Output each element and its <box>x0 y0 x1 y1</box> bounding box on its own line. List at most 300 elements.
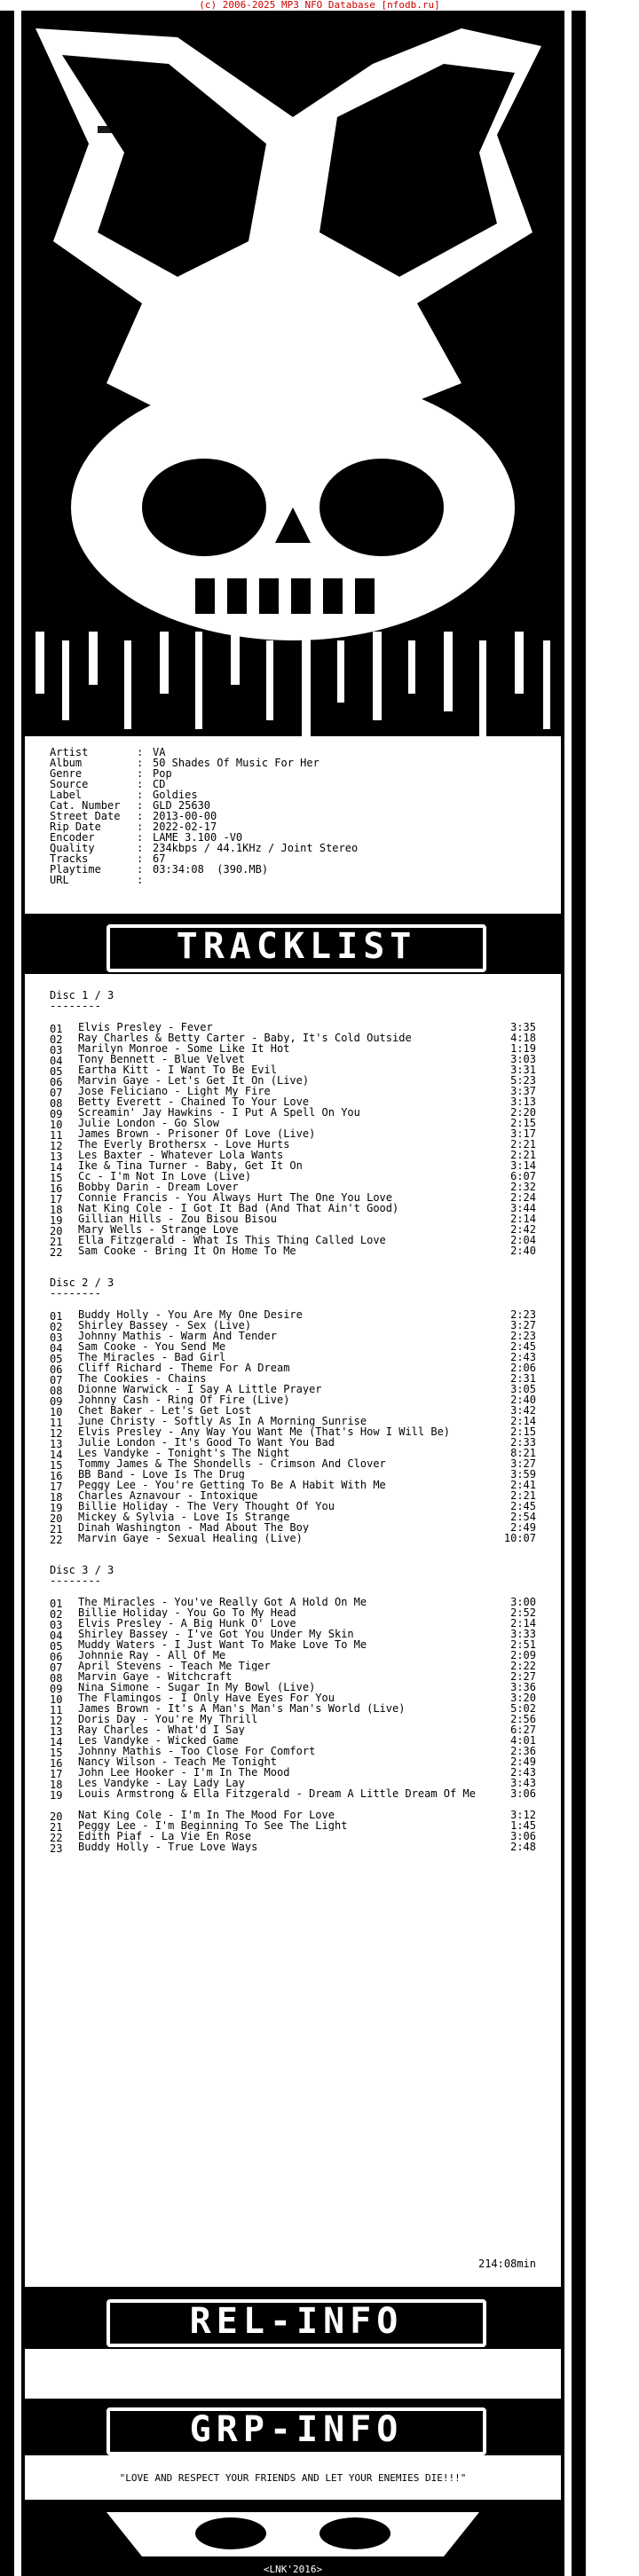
info-value: 67 <box>153 852 166 865</box>
track-title: June Christy - Softly As In A Morning Sunrise <box>78 1416 367 1426</box>
track-duration: 2:14 <box>510 1415 536 1427</box>
track-row <box>50 1362 536 1376</box>
track-title: Muddy Waters - I Just Want To Make Love To Me <box>78 1639 367 1650</box>
track-duration: 2:33 <box>510 1436 536 1449</box>
track-title: The Miracles - Bad Girl <box>78 1352 226 1363</box>
track-row <box>50 1213 536 1227</box>
info-label: URL <box>50 874 69 886</box>
track-title: Louis Armstrong & Ella Fitzgerald - Dream A Little Dream Of Me <box>78 1788 476 1799</box>
track-row <box>50 1532 536 1546</box>
track-duration: 3:36 <box>510 1681 536 1693</box>
track-duration: 2:24 <box>510 1191 536 1204</box>
track-number: 06 <box>50 1076 63 1088</box>
track-row <box>50 1437 536 1448</box>
track-number: 21 <box>50 1523 63 1535</box>
track-number: 04 <box>50 1055 63 1067</box>
track-title: John Lee Hooker - I'm In The Mood <box>78 1767 290 1778</box>
info-label: Rip Date <box>50 821 101 833</box>
track-row <box>50 1469 536 1480</box>
track-duration: 2:52 <box>510 1606 536 1619</box>
track-number: 22 <box>50 1246 63 1259</box>
track-number: 02 <box>50 1321 63 1333</box>
track-title: The Flamingos - I Only Have Eyes For You <box>78 1692 335 1703</box>
track-title: Ray Charles & Betty Carter - Baby, It's Cold Outside <box>78 1033 412 1043</box>
track-title: Gillian Hills - Zou Bisou Bisou <box>78 1213 277 1224</box>
track-row <box>50 1618 536 1629</box>
track-duration: 2:06 <box>510 1362 536 1374</box>
track-duration: 2:15 <box>510 1117 536 1129</box>
track-duration: 2:40 <box>510 1394 536 1406</box>
track-number: 01 <box>50 1598 63 1610</box>
track-row <box>50 1139 536 1150</box>
track-title: Bobby Darin - Dream Lover <box>78 1182 239 1192</box>
track-duration: 3:42 <box>510 1404 536 1417</box>
track-number: 11 <box>50 1704 63 1716</box>
track-row <box>50 1191 536 1206</box>
track-title: Johnny Cash - Ring Of Fire (Live) <box>78 1394 290 1405</box>
track-title: Edith Piaf - La Vie En Rose <box>78 1831 252 1842</box>
track-row <box>50 1202 536 1216</box>
info-label: Playtime <box>50 863 101 876</box>
track-row <box>50 1352 536 1363</box>
track-number: 11 <box>50 1417 63 1429</box>
track-number: 01 <box>50 1023 63 1035</box>
track-number: 16 <box>50 1757 63 1770</box>
info-value: Goldies <box>153 789 198 801</box>
track-number: 13 <box>50 1725 63 1738</box>
track-duration: 2:45 <box>510 1340 536 1353</box>
track-duration: 2:20 <box>510 1106 536 1119</box>
track-duration: 2:21 <box>510 1149 536 1161</box>
track-row <box>50 1606 536 1621</box>
track-row <box>50 1127 536 1142</box>
track-number: 01 <box>50 1310 63 1323</box>
track-row <box>50 1096 536 1110</box>
track-duration: 2:14 <box>510 1213 536 1225</box>
track-number: 14 <box>50 1161 63 1174</box>
track-number: 10 <box>50 1693 63 1706</box>
track-number: 13 <box>50 1151 63 1163</box>
tracklist-banner <box>0 919 586 970</box>
track-number: 02 <box>50 1033 63 1046</box>
track-number: 21 <box>50 1821 63 1834</box>
track-row <box>50 1308 536 1323</box>
track-row <box>50 1522 536 1533</box>
track-title: Cc - I'm Not In Love (Live) <box>78 1171 252 1182</box>
info-label: Cat. Number <box>50 799 121 812</box>
rel-info-banner-title: REL-INFO <box>106 2299 486 2347</box>
track-row <box>50 1340 536 1355</box>
track-duration: 2:21 <box>510 1138 536 1151</box>
info-value: Pop <box>153 767 172 780</box>
track-duration: 2:09 <box>510 1649 536 1661</box>
track-number: 09 <box>50 1108 63 1120</box>
track-title: Doris Day - You're My Thrill <box>78 1714 258 1724</box>
track-title: Nancy Wilson - Teach Me Tonight <box>78 1756 277 1767</box>
track-row <box>50 1022 536 1033</box>
track-row <box>50 1479 536 1493</box>
track-title: Dinah Washington - Mad About The Boy <box>78 1522 310 1533</box>
track-number: 16 <box>50 1182 63 1195</box>
track-number: 16 <box>50 1470 63 1482</box>
track-duration: 3:33 <box>510 1628 536 1640</box>
info-separator: : <box>137 842 144 854</box>
info-separator: : <box>137 799 144 812</box>
track-title: Johnny Mathis - Too Close For Comfort <box>78 1746 316 1756</box>
track-duration: 3:44 <box>510 1202 536 1214</box>
track-duration: 2:14 <box>510 1617 536 1630</box>
track-number: 12 <box>50 1427 63 1440</box>
track-number: 07 <box>50 1087 63 1099</box>
track-row <box>50 1373 536 1384</box>
track-title: Sam Cooke - Bring It On Home To Me <box>78 1245 296 1256</box>
track-number: 14 <box>50 1449 63 1461</box>
track-title: Jose Feliciano - Light My Fire <box>78 1086 271 1096</box>
track-duration: 4:18 <box>510 1032 536 1044</box>
track-duration: 2:51 <box>510 1638 536 1651</box>
track-number: 08 <box>50 1097 63 1110</box>
track-title: April Stevens - Teach Me Tiger <box>78 1661 271 1671</box>
track-title: Elvis Presley - Fever <box>78 1022 213 1033</box>
track-title: Marvin Gaye - Let's Get It On (Live) <box>78 1075 310 1086</box>
track-title: Les Baxter - Whatever Lola Wants <box>78 1150 284 1160</box>
track-duration: 6:27 <box>510 1724 536 1736</box>
track-number: 05 <box>50 1065 63 1078</box>
track-duration: 2:54 <box>510 1511 536 1523</box>
track-row <box>50 1107 536 1118</box>
track-number: 15 <box>50 1747 63 1759</box>
track-number: 10 <box>50 1119 63 1131</box>
track-row <box>50 1713 536 1727</box>
track-number: 22 <box>50 1534 63 1546</box>
track-duration: 2:31 <box>510 1372 536 1385</box>
disc-rule: -------- <box>50 1287 101 1300</box>
info-label: Label <box>50 789 83 801</box>
disc-heading: Disc 1 / 3 <box>50 989 114 1001</box>
track-title: The Miracles - You've Really Got A Hold On Me <box>78 1597 367 1607</box>
track-title: Connie Francis - You Always Hurt The One You Love <box>78 1192 393 1203</box>
track-number: 23 <box>50 1842 63 1855</box>
info-row <box>50 864 268 875</box>
track-number: 12 <box>50 1140 63 1152</box>
info-separator: : <box>137 821 144 833</box>
track-title: Marvin Gaye - Witchcraft <box>78 1671 233 1682</box>
track-duration: 3:27 <box>510 1319 536 1331</box>
track-number: 21 <box>50 1236 63 1248</box>
track-title: Elvis Presley - A Big Hunk O' Love <box>78 1618 296 1629</box>
track-number: 11 <box>50 1129 63 1142</box>
info-label: Encoder <box>50 831 95 844</box>
track-row <box>50 1171 536 1182</box>
track-title: Betty Everett - Chained To Your Love <box>78 1096 310 1107</box>
info-label: Album <box>50 757 83 769</box>
track-number: 09 <box>50 1683 63 1695</box>
track-duration: 3:06 <box>510 1830 536 1842</box>
track-title: The Cookies - Chains <box>78 1373 207 1384</box>
track-number: 17 <box>50 1193 63 1206</box>
track-title: Chet Baker - Let's Get Lost <box>78 1405 252 1416</box>
rel-info-panel <box>25 2349 561 2399</box>
track-duration: 3:43 <box>510 1777 536 1789</box>
track-row <box>50 1767 536 1778</box>
track-row <box>50 1660 536 1674</box>
info-label: Source <box>50 778 89 790</box>
info-separator: : <box>137 789 144 801</box>
track-duration: 3:14 <box>510 1159 536 1172</box>
track-duration: 2:32 <box>510 1181 536 1193</box>
track-row <box>50 1085 536 1099</box>
track-duration: 3:20 <box>510 1692 536 1704</box>
track-number: 20 <box>50 1512 63 1525</box>
track-row <box>50 1831 536 1842</box>
track-title: James Brown - Prisoner Of Love (Live) <box>78 1128 316 1139</box>
info-label: Artist <box>50 746 89 758</box>
track-title: Marvin Gaye - Sexual Healing (Live) <box>78 1533 303 1543</box>
info-separator: : <box>137 831 144 844</box>
info-separator: : <box>137 810 144 822</box>
track-duration: 2:45 <box>510 1500 536 1512</box>
track-title: Les Vandyke - Wicked Game <box>78 1735 239 1746</box>
info-value: LAME 3.100 -V0 <box>153 831 243 844</box>
info-row <box>50 758 320 768</box>
track-duration: 4:01 <box>510 1734 536 1747</box>
track-title: Les Vandyke - Lay Lady Lay <box>78 1778 245 1788</box>
track-duration: 3:17 <box>510 1127 536 1140</box>
info-label: Tracks <box>50 852 89 865</box>
track-number: 04 <box>50 1630 63 1642</box>
info-row <box>50 843 358 853</box>
track-row <box>50 1692 536 1706</box>
track-number: 17 <box>50 1768 63 1780</box>
track-row <box>50 1032 536 1046</box>
track-row <box>50 1841 536 1855</box>
track-title: Julie London - Go Slow <box>78 1118 219 1128</box>
track-duration: 2:49 <box>510 1755 536 1768</box>
track-title: Charles Aznavour - Intoxique <box>78 1490 258 1501</box>
track-duration: 2:49 <box>510 1521 536 1534</box>
track-row <box>50 1596 536 1610</box>
track-duration: 2:36 <box>510 1745 536 1757</box>
group-motto: "LOVE AND RESPECT YOUR FRIENDS AND LET YOUR ENEMIES DIE!!!" <box>119 2472 467 2484</box>
track-title: BB Band - Love Is The Drug <box>78 1469 245 1480</box>
disc-heading: Disc 2 / 3 <box>50 1276 114 1289</box>
info-separator: : <box>137 746 144 758</box>
track-number: 15 <box>50 1459 63 1472</box>
track-number: 03 <box>50 1331 63 1344</box>
track-row <box>50 1511 536 1525</box>
track-duration: 3:27 <box>510 1457 536 1470</box>
info-label: Quality <box>50 842 95 854</box>
track-row <box>50 1425 536 1440</box>
info-label: Genre <box>50 767 83 780</box>
track-duration: 2:15 <box>510 1425 536 1438</box>
disc-rule: -------- <box>50 1575 101 1587</box>
track-row <box>50 1224 536 1235</box>
track-title: Ella Fitzgerald - What Is This Thing Called Love <box>78 1235 386 1245</box>
track-title: The Everly Brothersx - Love Hurts <box>78 1139 290 1150</box>
track-duration: 2:41 <box>510 1479 536 1491</box>
track-duration: 1:45 <box>510 1819 536 1832</box>
track-duration: 3:31 <box>510 1064 536 1076</box>
rel-info-banner <box>0 2294 586 2345</box>
track-row <box>50 1681 536 1695</box>
track-title: Johnnie Ray - All Of Me <box>78 1650 226 1661</box>
track-title: Shirley Bassey - Sex (Live) <box>78 1320 252 1331</box>
site-header[interactable]: (c) 2006-2025 MP3 NFO Database [nfodb.ru] <box>199 0 440 11</box>
track-title: Nat King Cole - I'm In The Mood For Love <box>78 1810 335 1820</box>
track-duration: 3:12 <box>510 1809 536 1821</box>
track-title: Peggy Lee - I'm Beginning To See The Light <box>78 1820 348 1831</box>
track-number: 05 <box>50 1640 63 1653</box>
track-duration: 8:21 <box>510 1447 536 1459</box>
track-title: Julie London - It's Good To Want You Bad <box>78 1437 335 1448</box>
track-title: Mickey & Sylvia - Love Is Strange <box>78 1512 290 1522</box>
track-title: Tony Bennett - Blue Velvet <box>78 1054 245 1064</box>
track-row <box>50 1703 536 1714</box>
track-duration: 2:40 <box>510 1245 536 1257</box>
track-number: 13 <box>50 1438 63 1450</box>
track-duration: 1:19 <box>510 1042 536 1055</box>
info-value: 03:34:08 (390.MB) <box>153 863 269 876</box>
track-title: Screamin' Jay Hawkins - I Put A Spell On You <box>78 1107 360 1118</box>
track-row <box>50 1489 536 1504</box>
track-row <box>50 1628 536 1642</box>
track-number: 18 <box>50 1491 63 1504</box>
track-number: 12 <box>50 1715 63 1727</box>
track-title: Les Vandyke - Tonight's The Night <box>78 1448 290 1458</box>
track-row <box>50 1064 536 1078</box>
track-row <box>50 1181 536 1195</box>
track-row <box>50 1234 536 1248</box>
track-number: 10 <box>50 1406 63 1418</box>
track-row <box>50 1724 536 1738</box>
track-title: Mary Wells - Strange Love <box>78 1224 239 1235</box>
track-number: 08 <box>50 1385 63 1397</box>
track-title: James Brown - It's A Man's Man's Man's World (Live) <box>78 1703 406 1714</box>
track-number: 18 <box>50 1204 63 1216</box>
info-row <box>50 875 153 885</box>
track-title: Elvis Presley - Any Way You Want Me (That's How I Will Be) <box>78 1426 451 1437</box>
track-duration: 2:04 <box>510 1234 536 1246</box>
track-row <box>50 1809 536 1823</box>
track-duration: 2:56 <box>510 1713 536 1725</box>
track-row <box>50 1745 536 1759</box>
track-title: Eartha Kitt - I Want To Be Evil <box>78 1064 277 1075</box>
track-duration: 2:22 <box>510 1660 536 1672</box>
info-separator: : <box>137 874 144 886</box>
info-separator: : <box>137 767 144 780</box>
track-number: 05 <box>50 1353 63 1365</box>
track-row <box>50 1117 536 1131</box>
track-row <box>50 1638 536 1653</box>
track-row <box>50 1043 536 1054</box>
track-duration: 3:13 <box>510 1096 536 1108</box>
track-row <box>50 1405 536 1416</box>
track-row <box>50 1670 536 1685</box>
track-duration: 3:35 <box>510 1021 536 1033</box>
info-value: 2022-02-17 <box>153 821 217 833</box>
track-duration: 6:07 <box>510 1170 536 1182</box>
track-duration: 3:37 <box>510 1085 536 1097</box>
track-duration: 2:23 <box>510 1330 536 1342</box>
total-playtime: 214:08min <box>477 2258 536 2270</box>
track-title: Ike & Tina Turner - Baby, Get It On <box>78 1160 303 1171</box>
track-number: 06 <box>50 1651 63 1663</box>
track-duration: 3:05 <box>510 1383 536 1395</box>
grp-info-banner <box>0 2402 586 2454</box>
track-duration: 5:02 <box>510 1702 536 1715</box>
track-number: 19 <box>50 1214 63 1227</box>
ascii-art-top <box>0 11 586 747</box>
track-duration: 2:23 <box>510 1308 536 1321</box>
track-duration: 3:59 <box>510 1468 536 1480</box>
info-separator: : <box>137 778 144 790</box>
info-value: 50 Shades Of Music For Her <box>153 757 320 769</box>
track-row <box>50 1053 536 1067</box>
tracklist-banner-title: TRACKLIST <box>106 924 486 972</box>
track-row <box>50 1415 536 1429</box>
track-number: 06 <box>50 1363 63 1376</box>
track-row <box>50 1819 536 1834</box>
track-title: Billie Holiday - You Go To My Head <box>78 1607 296 1618</box>
track-duration: 5:23 <box>510 1074 536 1087</box>
info-value: CD <box>153 778 166 790</box>
track-title: Dionne Warwick - I Say A Little Prayer <box>78 1384 322 1394</box>
track-row <box>50 1075 536 1086</box>
info-label: Street Date <box>50 810 121 822</box>
track-row <box>50 1394 536 1408</box>
track-duration: 2:42 <box>510 1223 536 1236</box>
track-row <box>50 1320 536 1331</box>
track-title: Shirley Bassey - I've Got You Under My Skin <box>78 1629 354 1639</box>
track-number: 03 <box>50 1044 63 1056</box>
info-separator: : <box>137 852 144 865</box>
track-number: 09 <box>50 1395 63 1408</box>
track-title: Peggy Lee - You're Getting To Be A Habit With Me <box>78 1480 386 1490</box>
track-number: 08 <box>50 1672 63 1685</box>
track-title: Nina Simone - Sugar In My Bowl (Live) <box>78 1682 316 1692</box>
track-duration: 3:00 <box>510 1596 536 1608</box>
info-separator: : <box>137 757 144 769</box>
track-number: 20 <box>50 1810 63 1823</box>
track-number: 22 <box>50 1832 63 1844</box>
track-number: 03 <box>50 1619 63 1631</box>
disc-rule: -------- <box>50 1000 101 1012</box>
track-number: 17 <box>50 1480 63 1493</box>
info-separator: : <box>137 863 144 876</box>
track-row <box>50 1149 536 1163</box>
track-title: Buddy Holly - You Are My One Desire <box>78 1309 303 1320</box>
track-row <box>50 1650 536 1661</box>
track-title: Marilyn Monroe - Some Like It Hot <box>78 1043 290 1054</box>
track-number: 02 <box>50 1608 63 1621</box>
info-value: VA <box>153 746 166 758</box>
track-title: Cliff Richard - Theme For A Dream <box>78 1363 290 1373</box>
track-duration: 2:48 <box>510 1841 536 1853</box>
track-row <box>50 1457 536 1472</box>
track-row <box>50 1447 536 1461</box>
track-number: 19 <box>50 1789 63 1802</box>
track-title: Sam Cooke - You Send Me <box>78 1341 226 1352</box>
track-row <box>50 1787 536 1802</box>
track-title: Ray Charles - What'd I Say <box>78 1724 245 1735</box>
info-value: GLD 25630 <box>153 799 211 812</box>
track-title: Tommy James & The Shondells - Crimson And Clover <box>78 1458 386 1469</box>
track-duration: 2:43 <box>510 1351 536 1363</box>
track-row <box>50 1501 536 1512</box>
track-row <box>50 1159 536 1174</box>
track-row <box>50 1330 536 1344</box>
